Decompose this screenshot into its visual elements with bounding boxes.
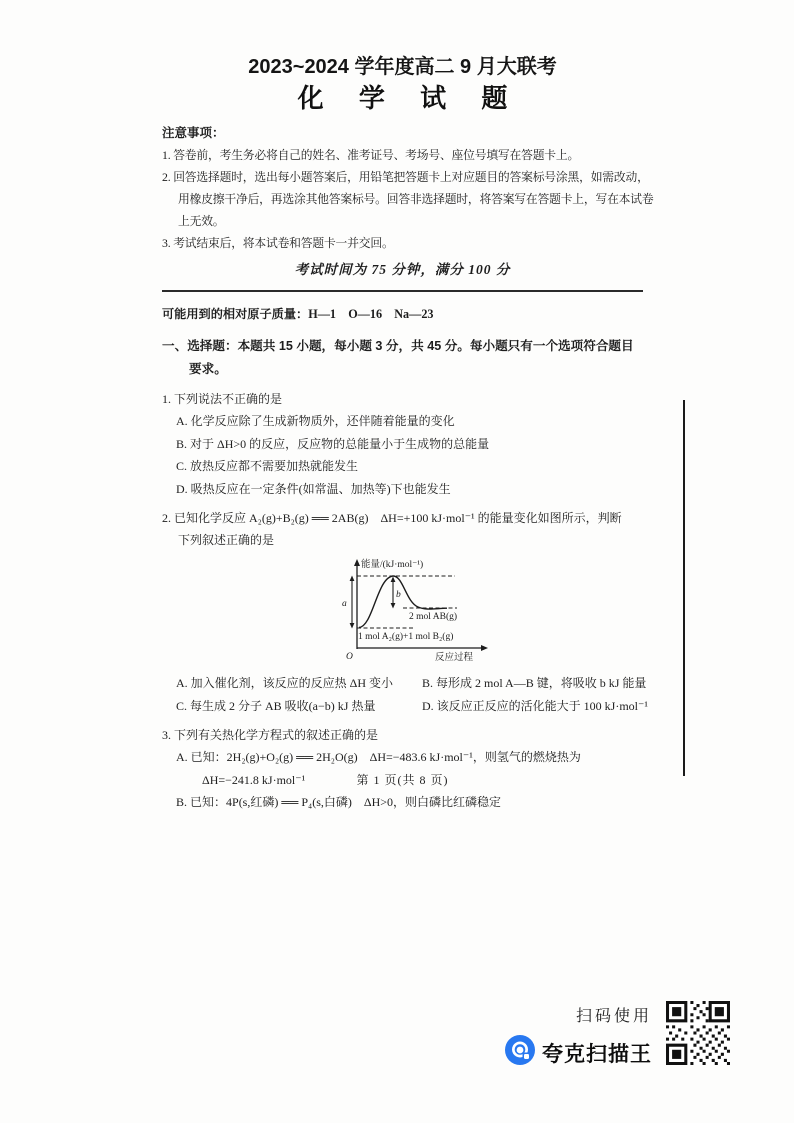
option-label: C. [176,459,188,473]
quark-logo-icon [505,1035,535,1070]
scanner-app-name: 夸克扫描王 [542,1042,652,1066]
page-title: 2023~2024 学年度高二 9 月大联考 [248,56,557,78]
atomic-mass-note: 可能用到的相对原子质量：H—1 O—16 Na—23 [162,307,434,321]
section-1-heading [162,335,643,381]
notice-item-num: 1. [162,148,171,162]
option-row [162,672,408,695]
question-number: 2. [162,511,171,525]
question-number: 3. [162,728,171,742]
page-subtitle: 化 学 试 题 [297,83,522,113]
option-label: C. [176,698,188,713]
option-text: 吸热反应在一定条件(如常温、加热等)下也能发生 [190,481,451,496]
scan-hint-text: 扫码使用 [575,1008,652,1025]
notice-item-text: 回答选择题时，选出每小题答案后，用铅笔把答题卡上对应题目的答案标号涂黑，如需改动， [173,170,649,184]
notice-heading: 注意事项： [162,126,225,140]
option-text: 每形成 2 mol A—B 键，将吸收 b kJ 能量 [436,676,647,690]
option-row [408,672,648,695]
scan-artifact-line [683,400,685,776]
option-label: A. [176,750,188,764]
notice-item-text: 考试结束后，将本试卷和答题卡一并交回。 [173,236,394,250]
question-stem: 已知化学反应 A₂(g)+B₂(g) ══ 2AB(g) ΔH=+100 kJ·mol⁻¹ 的能量变化如图所示，判断 [174,511,622,525]
x-axis-arrow [481,645,488,651]
notice-item-2 [162,166,654,232]
notice-item-text: 答卷前，考生务必将自己的姓名、准考证号、考场号、座位号填写在答题卡上。 [173,148,580,162]
notice-item-text: 用橡皮擦干净后，再选涂其他答案标号。回答非选择题时，将答案写在答题卡上，写在本试卷 [178,192,654,206]
option-label: D. [422,698,434,713]
section-heading-line: 一、选择题：本题共 15 小题，每小题 3 分，共 45 分。每小题只有一个选项符合题目 [162,339,634,353]
option-text: 对于 ΔH>0 的反应，反应物的总能量小于生成物的总能量 [190,436,490,451]
gap-b-label: b [396,590,401,600]
option-row [162,433,643,456]
option-text: 已知：4P(s,红磷) ══ P₄(s,白磷) ΔH>0，则白磷比红磷稳定 [190,795,502,809]
exam-duration-note: 考试时间为 75 分钟，满分 100 分 [294,262,511,277]
reactant-label: 1 mol A₂(g)+1 mol B₂(g) [358,632,454,642]
option-row [162,695,408,718]
energy-diagram [335,555,643,670]
question-stem: 下列叙述正确的是 [178,533,275,547]
section-heading-line: 要求。 [189,362,227,376]
option-text: 加入催化剂，该反应的反应热 ΔH 变小 [190,676,394,690]
x-axis-label: 反应过程 [435,653,474,663]
question-stem: 下列有关热化学方程式的叙述正确的是 [174,728,379,742]
option-label: B. [422,676,434,690]
question-stem: 下列说法不正确的是 [174,392,283,406]
option-text: ΔH=−241.8 kJ·mol⁻¹ [202,772,306,787]
option-row [162,478,643,501]
origin-label: O [346,652,353,662]
exam-paper [162,54,654,814]
option-label: B. [176,795,188,809]
option-label: D. [176,481,188,496]
option-row [162,410,643,433]
product-label: 2 mol AB(g) [409,612,458,622]
option-text: 放热反应都不需要加热就能发生 [190,459,359,473]
question-3 [162,724,643,814]
option-label: A. [176,676,188,690]
energy-diagram-svg [335,555,495,663]
question-number: 1. [162,392,171,406]
option-text: 化学反应除了生成新物质外，还伴随着能量的变化 [190,414,455,428]
option-text: 该反应正反应的活化能大于 100 kJ·mol⁻¹ [436,698,648,713]
notice-item-num: 2. [162,170,171,184]
y-axis-arrow [354,559,360,566]
divider-rule [162,290,643,292]
page-number: 第 1 页(共 8 页) [356,773,449,787]
y-axis-label: 能量/(kJ·mol⁻¹) [361,560,424,570]
option-label: B. [176,436,188,451]
question-1 [162,388,643,500]
option-text: 每生成 2 分子 AB 吸收(a−b) kJ 热量 [190,698,376,713]
notice-item-num: 3. [162,236,171,250]
qr-code [666,1001,730,1070]
scanner-watermark [505,1001,730,1070]
option-row [408,695,648,718]
option-row [162,791,643,814]
question-2 [162,507,648,717]
option-text: 已知：2H₂(g)+O₂(g) ══ 2H₂O(g) ΔH=−483.6 kJ·mol⁻¹，则氢气的燃烧热为 [190,750,581,764]
notice-item-text: 上无效。 [178,214,225,228]
option-row [162,455,643,478]
notice-item-3 [162,232,643,254]
gap-a-label: a [342,599,347,609]
option-label: A. [176,414,188,428]
notice-item-1 [162,144,643,166]
